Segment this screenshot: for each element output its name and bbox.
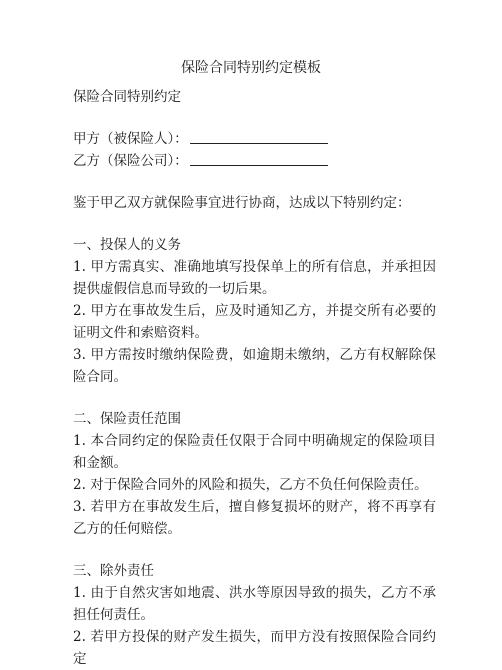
party-a-blank — [190, 129, 328, 144]
section-heading: 二、保险责任范围 — [73, 411, 181, 427]
intro-paragraph: 鉴于甲乙双方就保险事宜进行协商，达成以下特别约定： — [73, 195, 411, 211]
section-item: 1. 本合同约定的保险责任仅限于合同中明确规定的保险项目和金额。 — [73, 433, 436, 471]
section-heading: 一、投保人的义务 — [73, 237, 181, 253]
section-item: 1. 甲方需真实、准确地填写投保单上的所有信息，并承担因提供虚假信息而导致的一切后果。 — [73, 259, 436, 297]
section-3 — [73, 560, 436, 670]
document-subtitle: 保险合同特别约定 — [73, 89, 181, 105]
section-item: 3. 若甲方在事故发生后，擅自修复损坏的财产，将不再享有乙方的任何赔偿。 — [73, 499, 436, 537]
section-item: 2. 甲方在事故发生后，应及时通知乙方，并提交所有必要的证明文件和索赔资料。 — [73, 303, 436, 341]
section-item: 2. 若甲方投保的财产发生损失，而甲方没有按照保险合同约定 — [73, 629, 436, 667]
party-a-line — [73, 128, 436, 150]
section-2 — [73, 408, 436, 540]
document-body — [73, 86, 436, 670]
section-heading: 三、除外责任 — [73, 563, 154, 579]
section-item: 1. 由于自然灾害如地震、洪水等原因导致的损失，乙方不承担任何责任。 — [73, 585, 436, 623]
party-b-line — [73, 150, 436, 172]
document-title: 保险合同特别约定模板 — [181, 60, 321, 76]
section-1 — [73, 234, 436, 388]
section-item: 3. 甲方需按时缴纳保险费，如逾期未缴纳，乙方有权解除保险合同。 — [73, 347, 436, 385]
party-a-label: 甲方（被保险人）： — [73, 131, 188, 147]
section-item: 2. 对于保险合同外的风险和损失，乙方不负任何保险责任。 — [73, 477, 428, 493]
party-b-label: 乙方（保险公司）： — [73, 153, 188, 169]
party-b-blank — [190, 151, 328, 166]
